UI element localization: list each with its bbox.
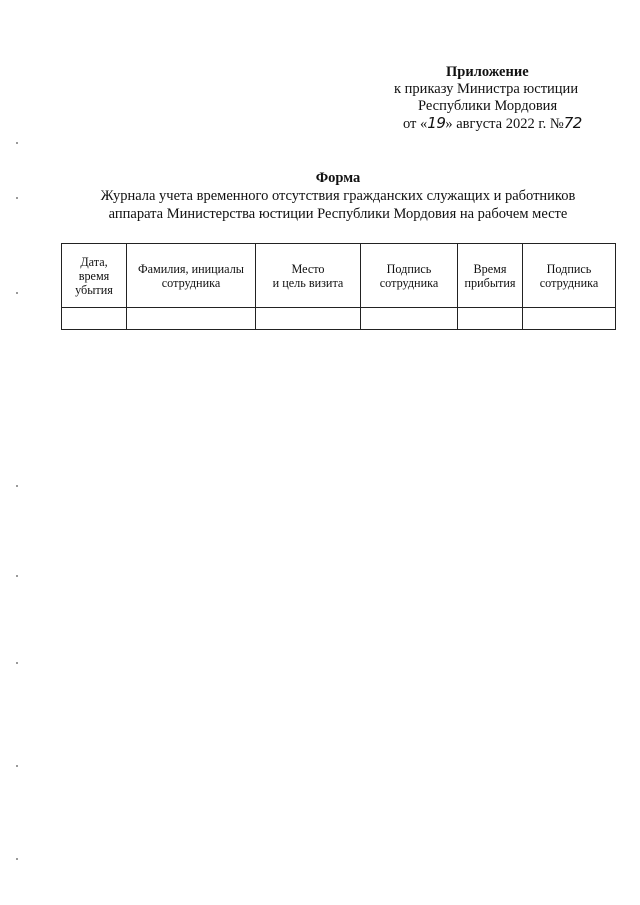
table-row [62,308,616,330]
scan-speck [16,858,18,860]
table-cell [127,308,256,330]
form-heading [0,169,640,223]
header-employee-signature: Подпись сотрудника [361,244,458,308]
scan-speck [16,662,18,664]
form-subtitle-line1: Журнала учета временного отсутствия гражданских служащих и работников [100,188,576,204]
table-cell [256,308,361,330]
appendix-order-reference: к приказу Министра юстиции [394,81,579,97]
header-employee-signature-return: Подпись сотрудника [523,244,616,308]
form-subtitle-line2: аппарата Министерства юстиции Республики Мордовия на рабочем месте [108,206,568,222]
table-cell [361,308,458,330]
table-cell [62,308,127,330]
appendix-order-date [370,115,610,133]
order-day-handwritten: 19 [427,114,446,132]
appendix-block [370,64,610,133]
absence-journal-table [61,243,616,330]
header-departure-datetime: Дата, время убытия [62,244,127,308]
appendix-title: Приложение [446,64,529,80]
table-cell [523,308,616,330]
scan-speck [16,485,18,487]
scan-speck [16,142,18,144]
header-visit-place-purpose: Место и цель визита [256,244,361,308]
scan-speck [16,765,18,767]
table-header-row [62,244,616,308]
order-number-handwritten: 72 [563,114,582,132]
header-arrival-time: Время прибытия [458,244,523,308]
table-cell [458,308,523,330]
form-title: Форма [315,170,361,186]
order-date-prefix: от « [403,116,428,132]
order-date-middle: » августа 2022 г. № [445,116,564,132]
header-employee-name: Фамилия, инициалы сотрудника [127,244,256,308]
scan-speck [16,292,18,294]
appendix-republic: Республики Мордовия [418,98,558,114]
scan-speck [16,575,18,577]
